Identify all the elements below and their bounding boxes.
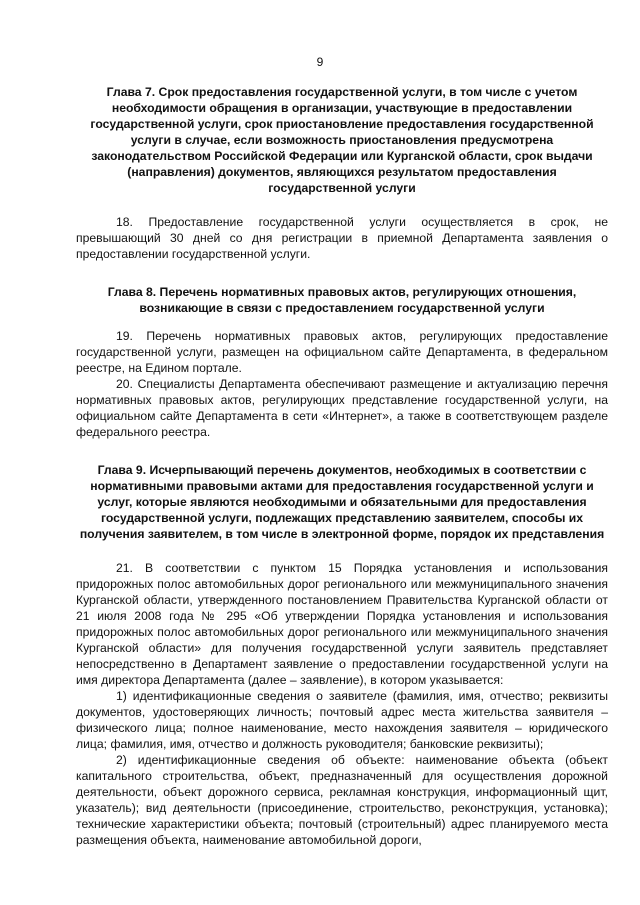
paragraph-18: 18. Предоставление государственной услуги осуществляется в срок, не превышающий 30 дней со дня регистрации в приемной Департамента заявления о предоставлении государственной услуги. xyxy=(76,215,608,261)
paragraph-21-item-1: 1) идентификационные сведения о заявителе (фамилия, имя, отчество; реквизиты документов, удостоверяющих личность; почтовый адрес места жительства заявителя – физического лица; полное наименование, место нахождения заявителя – юридического лица; фамилия, имя, отчество и должность руководителя; банковские реквизиты); xyxy=(76,689,608,751)
chapter-9-heading: Глава 9. Исчерпывающий перечень документов, необходимых в соответствии с нормативными правовыми актами для предоставления государственной услуги и услуг, которые являются необходимыми и обязательными для предоставления государственной услуги, подлежащих представлению заявителем, способы их получения заявителем, в том числе в электронной форме, порядок их представления xyxy=(79,463,605,541)
page-number: 9 xyxy=(316,55,324,69)
paragraph-21-item-2: 2) идентификационные сведения об объекте: наименование объекта (объект капитального строительства, объект, предназначенный для осуществления дорожной деятельности, объект дорожного сервиса, рекламная конструкция, информационный щит, указатель); вид деятельности (присоединение, строительство, реконструкция, установка); технические характеристики объекта; почтовый (строительный) адрес планируемого места размещения объекта, наименование автомобильной дороги, xyxy=(76,753,608,847)
chapter-8-heading: Глава 8. Перечень нормативных правовых актов, регулирующих отношения, возникающие в связи с предоставлением государственной услуги xyxy=(107,285,577,315)
chapter-7-heading: Глава 7. Срок предоставления государственной услуги, в том числе с учетом необходимости обращения в организации, участвующие в предоставлении государственной услуги, срок приостановление предоставления государственной услуги в случае, если возможность приостановления предусмотрена законодательством Российской Федерации или Курганской области, срок выдачи (направления) документов, являющихся результатом предоставления государственной услуги xyxy=(90,85,594,195)
chapter-8 xyxy=(76,284,608,440)
paragraph-21: 21. В соответствии с пунктом 15 Порядка установления и использования придорожных полос автомобильных дорог регионального или межмуниципального значения Курганской области, утвержденного постановлением Правительства Курганской области от 21 июля 2008 года № 295 «Об утверждении Порядка установления и использования придорожных полос автомобильных дорог регионального или межмуниципального значения Курганской области» для получения государственной услуги заявитель представляет непосредственно в Департамент заявление о предоставлении государственной услуги на имя директора Департамента (далее – заявление), в котором указывается: xyxy=(76,561,608,687)
chapter-9 xyxy=(76,462,608,848)
chapter-7 xyxy=(76,84,608,262)
paragraph-20: 20. Специалисты Департамента обеспечивают размещение и актуализацию перечня нормативных правовых актов, регулирующих представление государственной услуги, на официальном сайте Департамента в сети «Интернет», а также в соответствующем разделе федерального реестра. xyxy=(76,377,608,439)
paragraph-19: 19. Перечень нормативных правовых актов, регулирующих предоставление государственной услуги, размещен на официальном сайте Департамента, в федеральном реестре, на Едином портале. xyxy=(76,329,608,375)
